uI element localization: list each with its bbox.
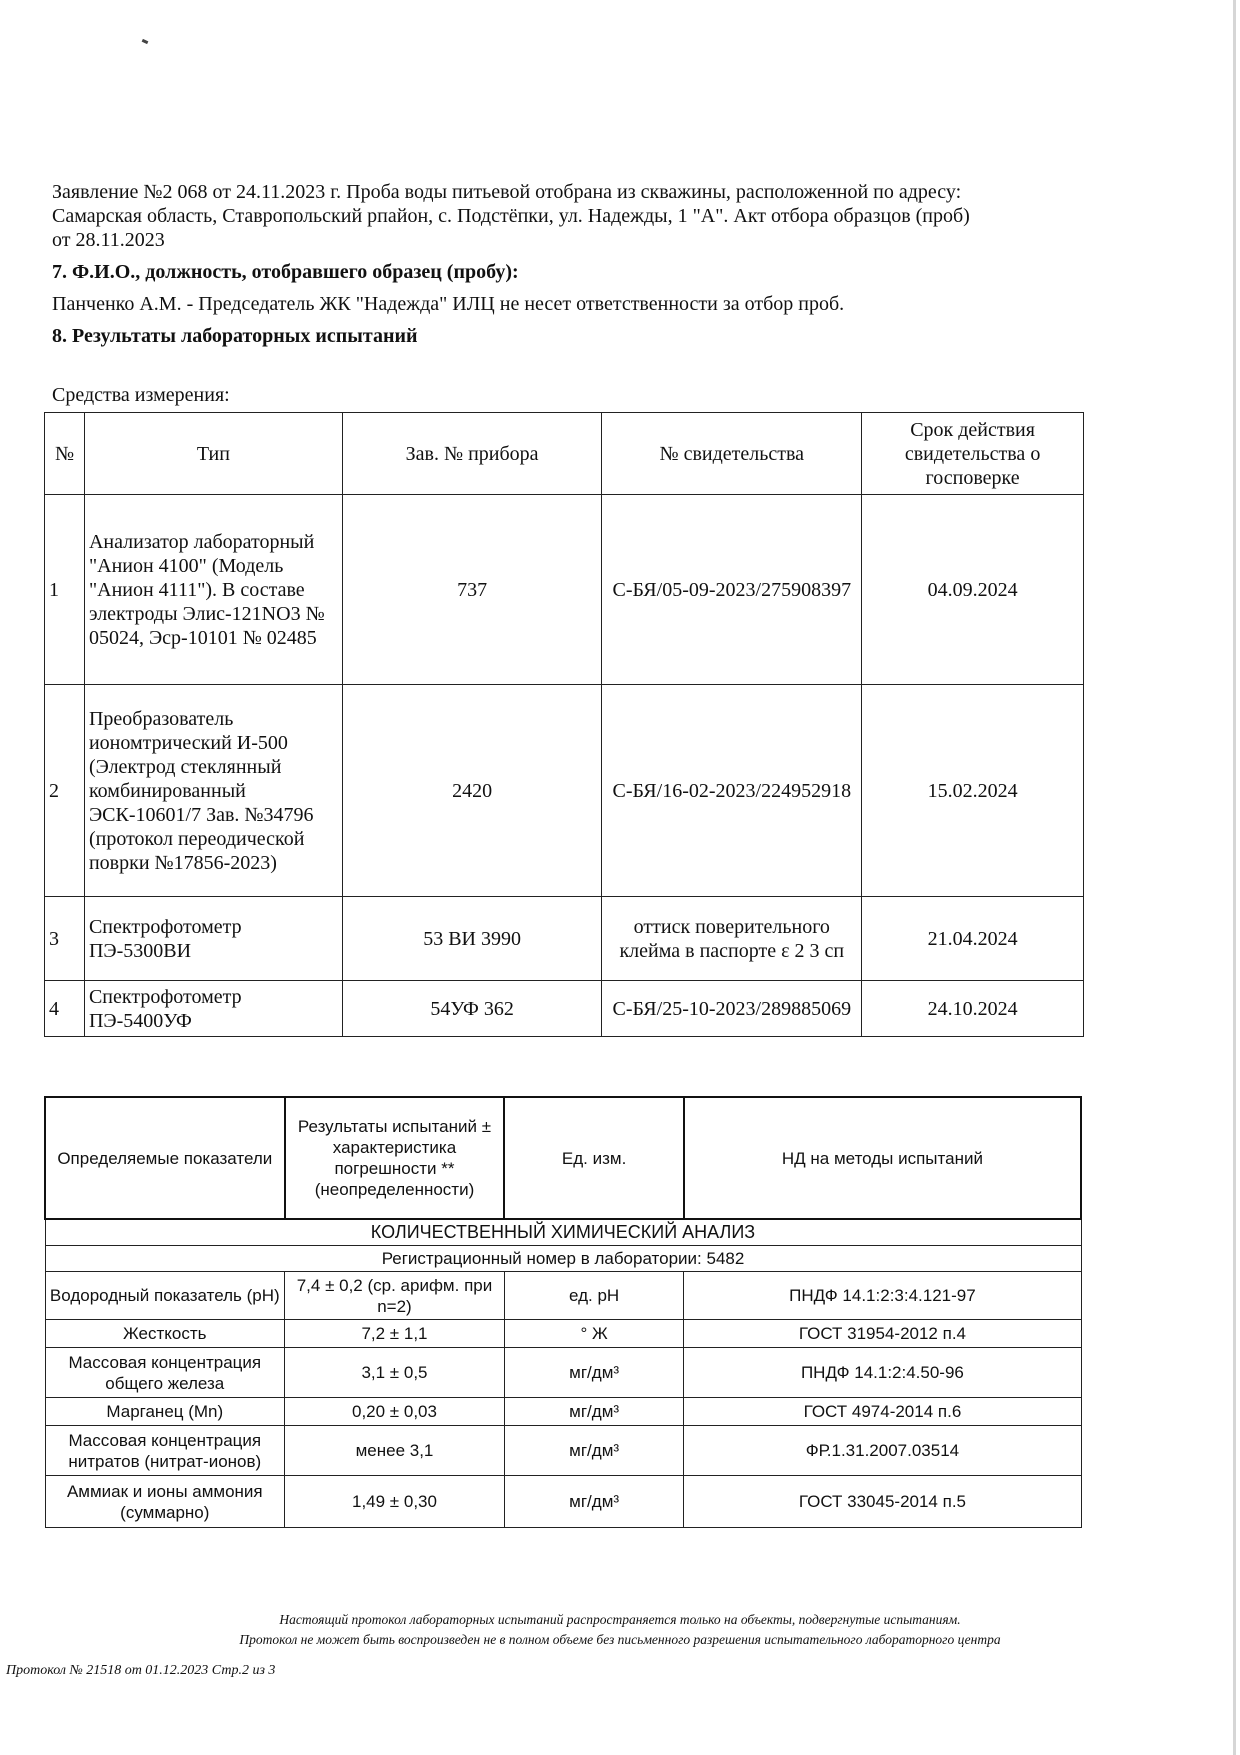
row-type: Анализатор лабораторный "Анион 4100" (Модель "Анион 4111"). В составе электроды Элис-121NO3 № 05024, Эср-10101 № 02485 <box>84 495 342 685</box>
result-value: менее 3,1 <box>285 1426 505 1476</box>
table-row <box>45 495 1084 685</box>
result-indicator: Аммиак и ионы аммония (суммарно) <box>45 1476 285 1528</box>
row-type: Спектрофотометр ПЭ-5300ВИ <box>84 897 342 981</box>
result-unit: мг/дм³ <box>504 1398 683 1426</box>
instruments-label: Средства измерения: <box>52 384 230 406</box>
result-unit: мг/дм³ <box>504 1348 683 1398</box>
result-method: ФР.1.31.2007.03514 <box>684 1426 1081 1476</box>
col-header-result: Результаты испытаний ± характеристика погрешности **(неопределенности) <box>285 1097 505 1219</box>
table-row <box>45 1476 1081 1528</box>
application-line-1: Заявление №2 068 от 24.11.2023 г. Проба воды питьевой отобрана из скважины, расположенной по адресу: <box>52 181 962 203</box>
row-serial: 54УФ 362 <box>342 981 602 1037</box>
scan-edge <box>1233 0 1236 1755</box>
result-unit: ° Ж <box>504 1320 683 1348</box>
result-unit: мг/дм³ <box>504 1476 683 1528</box>
col-header-method: НД на методы испытаний <box>684 1097 1081 1219</box>
results-table <box>44 1096 1082 1528</box>
result-value: 0,20 ± 0,03 <box>285 1398 505 1426</box>
row-num: 4 <box>45 981 85 1037</box>
reg-number: Регистрационный номер в лаборатории: 5482 <box>45 1246 1081 1272</box>
row-num: 1 <box>45 495 85 685</box>
col-header-unit: Ед. изм. <box>504 1097 683 1219</box>
table-row <box>45 685 1084 897</box>
result-unit: мг/дм³ <box>504 1426 683 1476</box>
result-indicator: Водородный показатель (pH) <box>45 1272 285 1320</box>
result-value: 7,2 ± 1,1 <box>285 1320 505 1348</box>
result-indicator: Массовая концентрация общего железа <box>45 1348 285 1398</box>
result-value: 7,4 ± 0,2 (ср. арифм. при n=2) <box>285 1272 505 1320</box>
row-type: Спектрофотометр ПЭ-5400УФ <box>84 981 342 1037</box>
result-method: ПНДФ 14.1:2:3:4.121-97 <box>684 1272 1081 1320</box>
result-value: 1,49 ± 0,30 <box>285 1476 505 1528</box>
result-indicator: Массовая концентрация нитратов (нитрат-ионов) <box>45 1426 285 1476</box>
section-7-text: Панченко А.М. - Председатель ЖК "Надежда" ИЛЦ не несет ответственности за отбор проб. <box>52 293 845 315</box>
result-method: ГОСТ 31954-2012 п.4 <box>684 1320 1081 1348</box>
page-info: Протокол № 21518 от 01.12.2023 Стр.2 из 3 <box>6 1663 276 1678</box>
row-serial: 737 <box>342 495 602 685</box>
result-value: 3,1 ± 0,5 <box>285 1348 505 1398</box>
row-num: 2 <box>45 685 85 897</box>
result-indicator: Жесткость <box>45 1320 285 1348</box>
result-method: ГОСТ 4974-2014 п.6 <box>684 1398 1081 1426</box>
table-row <box>45 1426 1081 1476</box>
intro-block <box>52 180 1102 348</box>
footer-note-line-2: Протокол не может быть воспроизведен не в полном объеме без письменного разрешения испытательного лабораторного центра <box>239 1632 1001 1647</box>
instruments-header-row <box>45 413 1084 495</box>
table-row <box>45 1272 1081 1320</box>
col-header-indicator: Определяемые показатели <box>45 1097 285 1219</box>
footer-note <box>80 1610 1160 1650</box>
col-header-type: Тип <box>84 413 342 495</box>
footer-note-line-1: Настоящий протокол лабораторных испытаний распространяется только на объекты, подвергнутые испытаниям. <box>279 1612 961 1627</box>
row-serial: 53 ВИ 3990 <box>342 897 602 981</box>
table-row <box>45 897 1084 981</box>
section-8-heading: 8. Результаты лабораторных испытаний <box>52 325 418 347</box>
table-row <box>45 981 1084 1037</box>
application-line-2: Самарская область, Ставропольский рпайон, с. Подстёпки, ул. Надежды, 1 "А". Акт отбора образцов (проб) <box>52 205 970 227</box>
instruments-table <box>44 412 1084 1037</box>
row-num: 3 <box>45 897 85 981</box>
row-valid: 24.10.2024 <box>862 981 1084 1037</box>
result-unit: ед. pH <box>504 1272 683 1320</box>
table-row <box>45 1320 1081 1348</box>
section-title-row <box>45 1219 1081 1246</box>
row-certificate: С-БЯ/05-09-2023/275908397 <box>602 495 862 685</box>
result-method: ГОСТ 33045-2014 п.5 <box>684 1476 1081 1528</box>
scan-speck <box>142 39 149 44</box>
results-header-row <box>45 1097 1081 1219</box>
result-indicator: Марганец (Mn) <box>45 1398 285 1426</box>
row-type: Преобразователь иономтрический И-500 (Электрод стеклянный комбинированный ЭСК-10601/7 Зав. №34796 (протокол переодической поврки №17856-2023) <box>84 685 342 897</box>
row-certificate: С-БЯ/25-10-2023/289885069 <box>602 981 862 1037</box>
col-header-certificate: № свидетельства <box>602 413 862 495</box>
section-title: КОЛИЧЕСТВЕННЫЙ ХИМИЧЕСКИЙ АНАЛИЗ <box>45 1219 1081 1246</box>
row-valid: 04.09.2024 <box>862 495 1084 685</box>
row-certificate: оттиск поверительного клейма в паспорте ε 2 3 сп <box>602 897 862 981</box>
table-row <box>45 1348 1081 1398</box>
application-line-3: от 28.11.2023 <box>52 229 165 251</box>
reg-number-row <box>45 1246 1081 1272</box>
section-7-heading: 7. Ф.И.О., должность, отобравшего образец (пробу): <box>52 261 519 283</box>
col-header-serial: Зав. № прибора <box>342 413 602 495</box>
col-header-valid: Срок действия свидетельства о госповерке <box>862 413 1084 495</box>
row-serial: 2420 <box>342 685 602 897</box>
row-certificate: С-БЯ/16-02-2023/224952918 <box>602 685 862 897</box>
row-valid: 15.02.2024 <box>862 685 1084 897</box>
row-valid: 21.04.2024 <box>862 897 1084 981</box>
table-row <box>45 1398 1081 1426</box>
col-header-num: № <box>45 413 85 495</box>
result-method: ПНДФ 14.1:2:4.50-96 <box>684 1348 1081 1398</box>
